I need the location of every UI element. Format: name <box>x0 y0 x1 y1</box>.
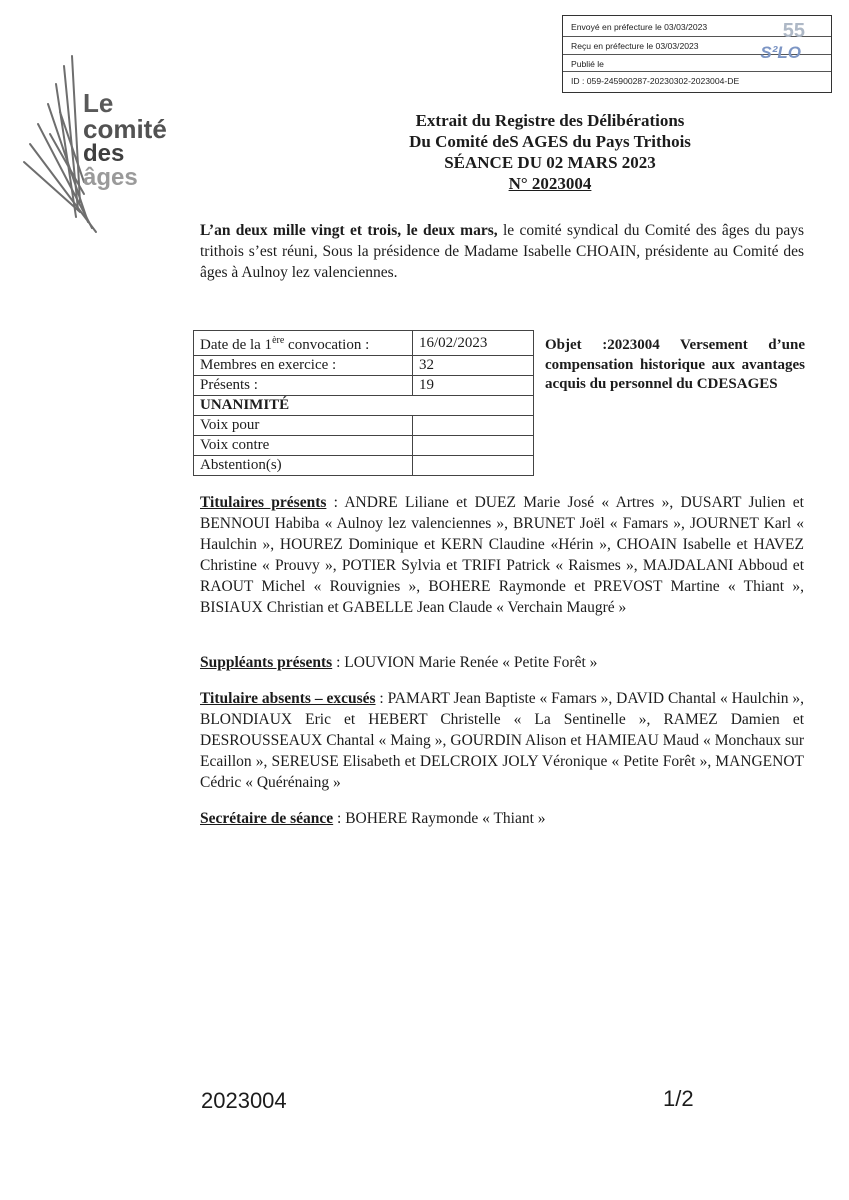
stamp-recu: Reçu en préfecture le 03/03/2023 <box>571 41 699 51</box>
logo-word-le: Le <box>83 88 114 118</box>
secretaire-label: Secrétaire de séance <box>200 810 334 827</box>
table-row <box>194 356 534 376</box>
intro-date: L’an deux mille vingt et trois, le deux mars, <box>200 222 498 239</box>
unanimite-label: UNANIMITÉ <box>194 396 534 416</box>
abstention-label: Abstention(s) <box>194 456 413 476</box>
table-row <box>194 331 534 356</box>
stamp-publie: Publié le <box>571 59 604 69</box>
table-row <box>194 396 534 416</box>
voix-pour-value <box>413 416 534 436</box>
document-title <box>360 110 740 194</box>
suppleants-label: Suppléants présents <box>200 654 333 671</box>
absents-section <box>200 688 804 793</box>
membres-value: 32 <box>413 356 534 376</box>
membres-label: Membres en exercice : <box>194 356 413 376</box>
table-row <box>194 416 534 436</box>
table-row <box>194 436 534 456</box>
footer-deliberation-number: 2023004 <box>201 1088 287 1113</box>
title-line-3: SÉANCE DU 02 MARS 2023 <box>444 153 656 172</box>
intro-paragraph <box>200 220 804 283</box>
titulaires-label: Titulaires présents <box>200 494 327 511</box>
logo-wordmark <box>83 90 167 190</box>
voix-pour-label: Voix pour <box>194 416 413 436</box>
table-row <box>194 376 534 396</box>
stamp-badge: 55 <box>782 20 805 42</box>
s2low-logo: S²LO <box>760 43 801 62</box>
deliberation-number: N° 2023004 <box>508 174 592 193</box>
abstention-value <box>413 456 534 476</box>
convocation-value: 16/02/2023 <box>413 331 534 356</box>
titulaires-section <box>200 492 804 618</box>
title-line-2: Du Comité deS AGES du Pays Trithois <box>409 132 691 151</box>
stamp-id: ID : 059-245900287-20230302-2023004-DE <box>571 76 740 86</box>
logo-word-ages: âges <box>83 164 138 191</box>
presents-label: Présents : <box>194 376 413 396</box>
secretaire-section <box>200 808 804 829</box>
titulaires-text: : ANDRE Liliane et DUEZ Marie José « Artres », DUSART Julien et BENNOUI Habiba « Aulnoy lez valenciennes », BRUNET Joël « Famars », JOURNET Karl « Haulchin », HOUREZ Dominique et KERN Claudine «Hérin », CHOAIN Isabelle et HAVEZ Christine « Prouvy », POTIER Sylvia et TRIFI Patrick « Raismes », MAJDALANI Abboud et RAOUT Michel « Rouvignies », BOHERE Raymonde et PREVOST Martine « Thiant », BISIAUX Christian et GABELLE Jean Claude « Verchain Maugré » <box>200 494 804 616</box>
voix-contre-value <box>413 436 534 456</box>
logo-word-comite: comité <box>83 114 167 144</box>
suppleants-text: : LOUVION Marie Renée « Petite Forêt » <box>332 654 598 671</box>
intro-text: le comité syndical du Comité des âges du pays trithois s’est réuni, Sous la présidence de Madame Isabelle CHOAIN, présidente au Comité des âges à Aulnoy lez valenciennes. <box>200 222 804 281</box>
logo-word-des: des <box>83 140 125 167</box>
absents-text: : PAMART Jean Baptiste « Famars », DAVID Chantal « Haulchin », BLONDIAUX Eric et HEBERT Christelle « La Sentinelle », RAMEZ Damien et DESROUSSEAUX Chantal « Maing », GOURDIN Alison et HAMIEAU Maud « Monchaux sur Ecaillon », SEREUSE Elisabeth et DELCROIX JOLY Véronique « Petite Forêt », MANGENOT Cédric « Quérénaing » <box>200 690 804 791</box>
prefecture-stamp <box>562 15 832 93</box>
secretaire-text: : BOHERE Raymonde « Thiant » <box>333 810 546 827</box>
title-line-1: Extrait du Registre des Délibérations <box>415 111 685 130</box>
objet-text: Objet :2023004 Versement d’une compensation historique aux avantages acquis du personnel du CDESAGES <box>545 337 805 392</box>
stamp-envoye: Envoyé en préfecture le 03/03/2023 <box>571 22 708 32</box>
convocation-label: Date de la 1ère convocation : <box>194 331 413 356</box>
absents-label: Titulaire absents – excusés <box>200 690 376 707</box>
attendance-table <box>193 330 534 476</box>
page-number: 1/2 <box>663 1086 694 1111</box>
voix-contre-label: Voix contre <box>194 436 413 456</box>
presents-value: 19 <box>413 376 534 396</box>
suppleants-section <box>200 652 804 673</box>
table-row <box>194 456 534 476</box>
stamp-divider <box>563 71 831 72</box>
